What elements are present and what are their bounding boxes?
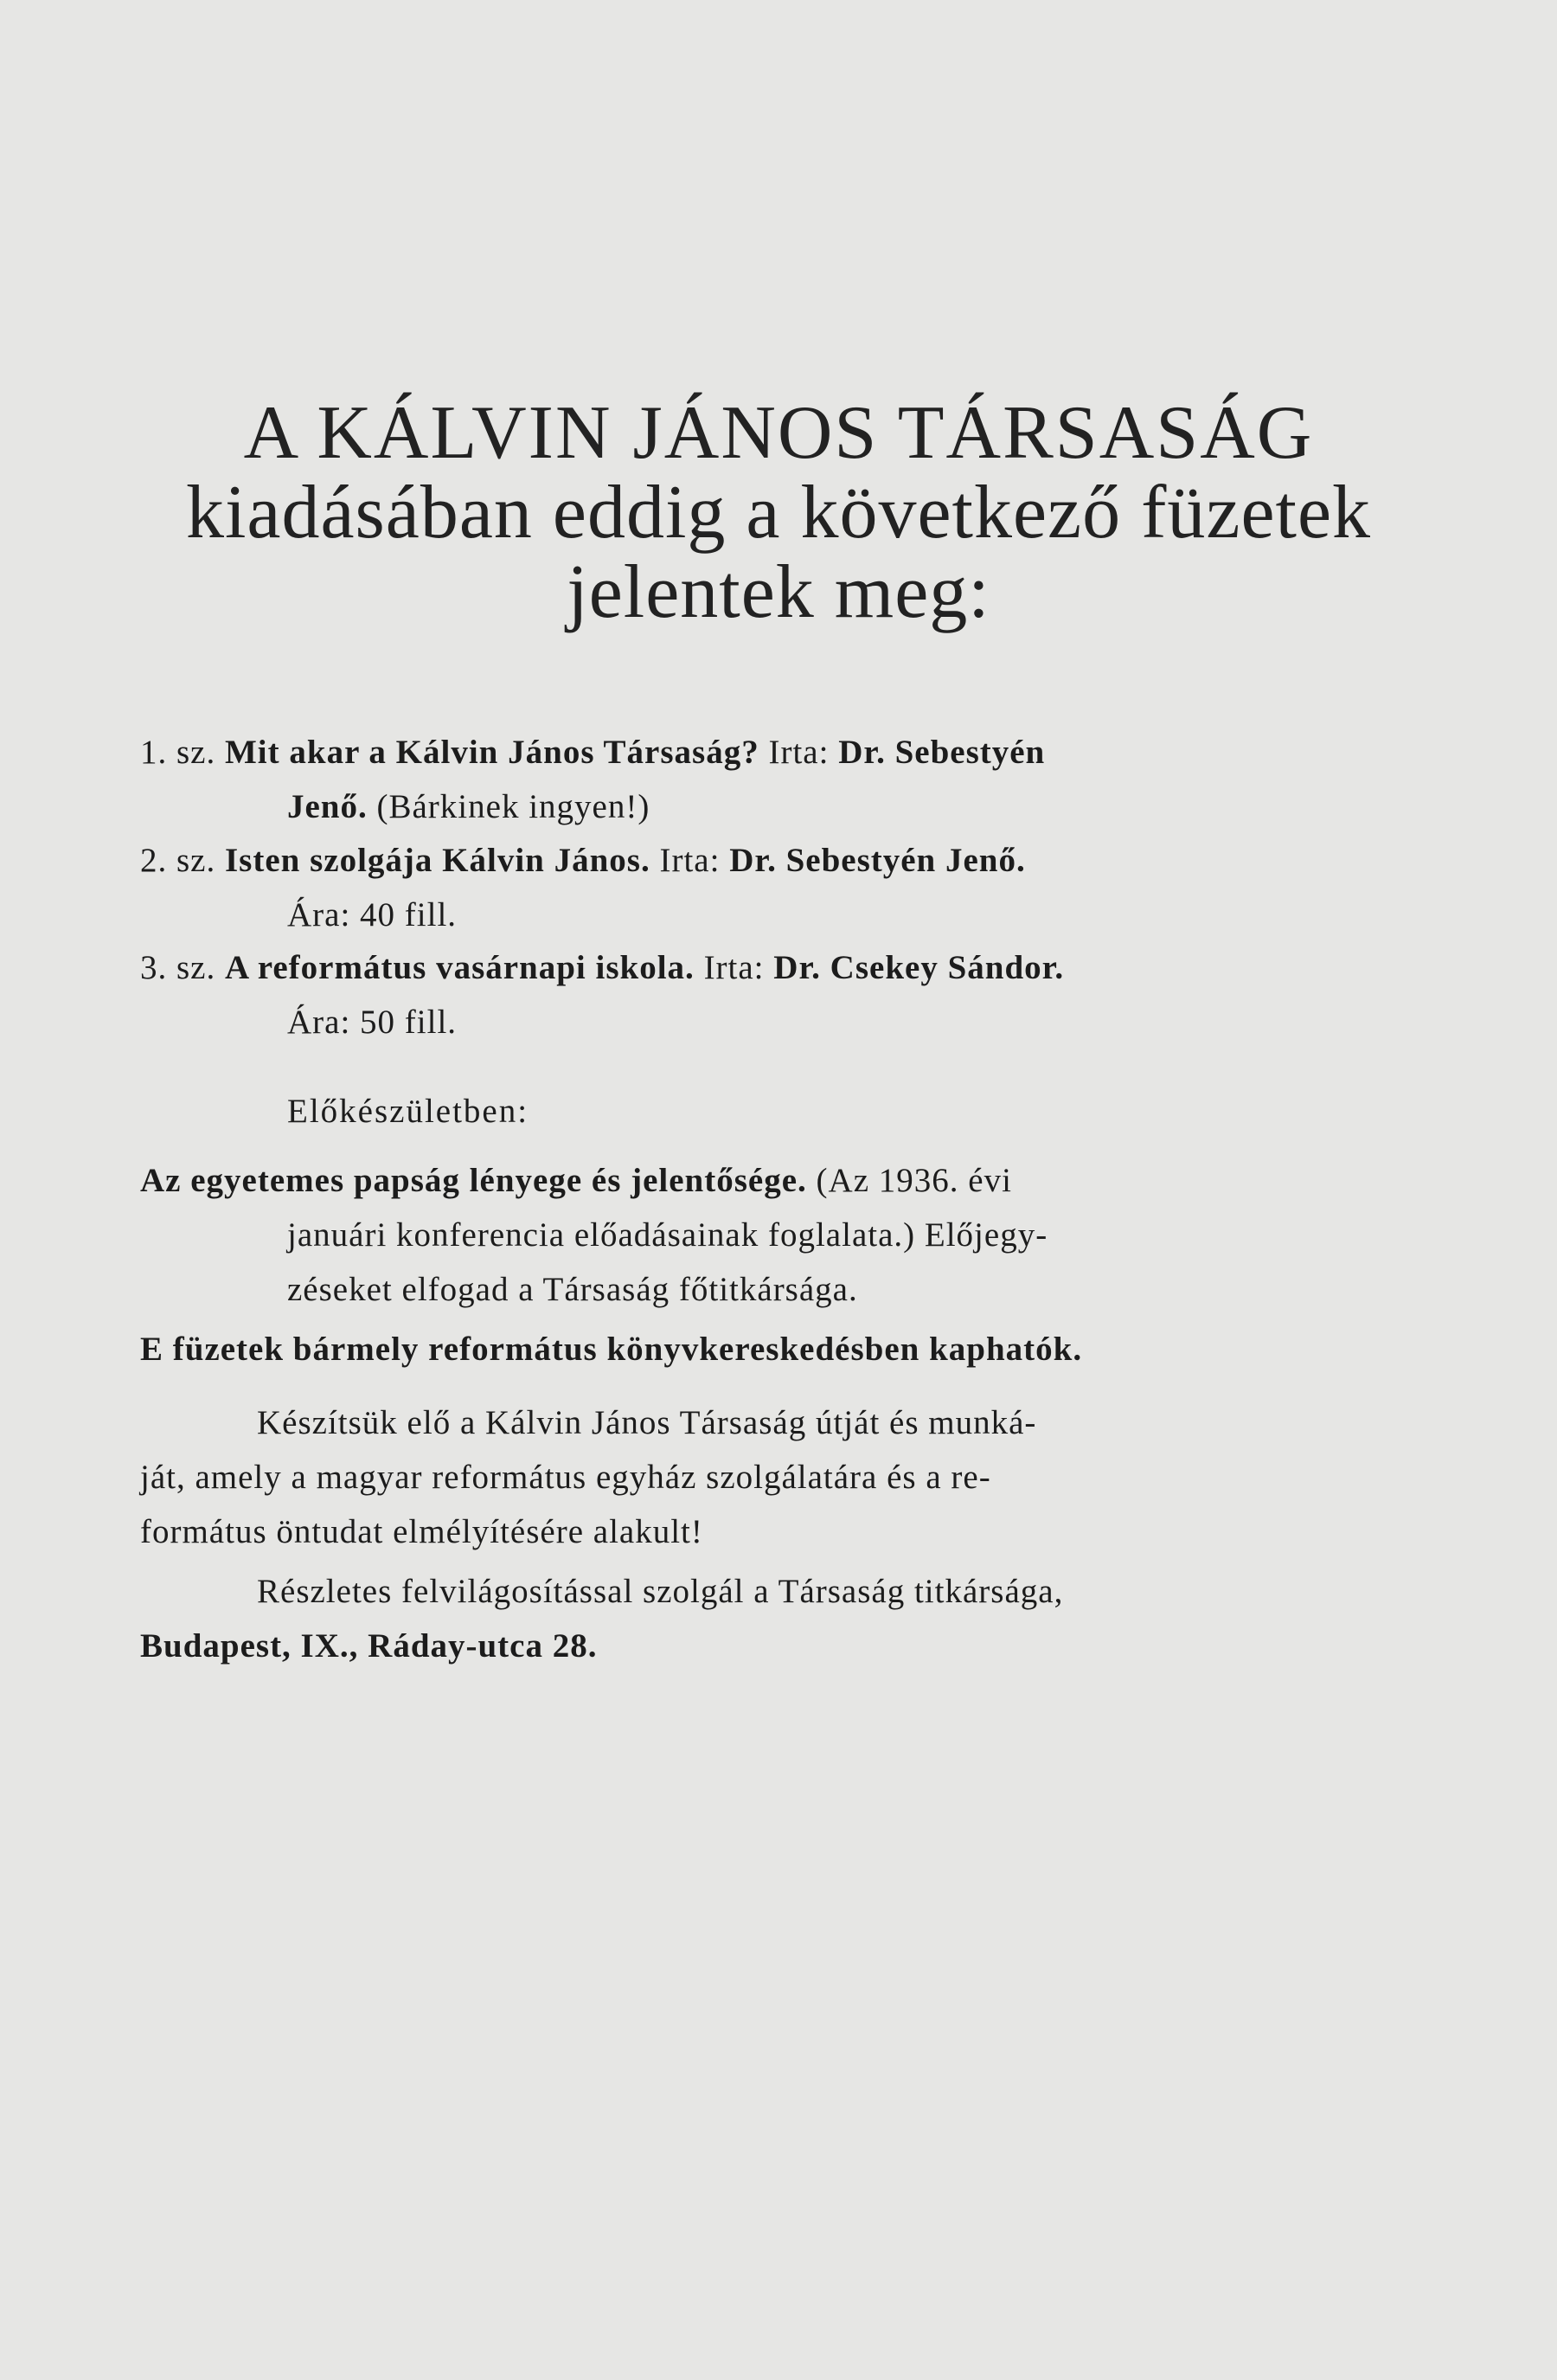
item-title: Mit akar a Kálvin János Társaság? xyxy=(225,734,759,771)
item-byline: Irta: xyxy=(703,949,765,986)
title-line-3: jelentek meg: xyxy=(567,550,990,634)
item-author-continued: Jenő. xyxy=(287,788,368,825)
list-item xyxy=(140,833,1332,942)
item-title: A református vasárnapi iskola. xyxy=(225,949,695,986)
preparation-section xyxy=(140,1084,1332,1139)
item-price: Ára: 40 fill. xyxy=(287,896,458,933)
item-title: Isten szolgája Kálvin János. xyxy=(225,842,650,879)
contact-paragraph xyxy=(140,1564,1332,1673)
item-byline: Irta: xyxy=(659,842,721,879)
preparation-desc-line-3: zéseket elfogad a Társaság főtitkársága. xyxy=(287,1271,858,1308)
appeal-line-2: ját, amely a magyar református egyház szolgálatára és a re- xyxy=(140,1459,991,1496)
title-line-2: kiadásában eddig a következő füzetek xyxy=(185,471,1372,555)
list-item xyxy=(140,725,1332,834)
item-number: 3. sz. xyxy=(140,949,216,986)
item-number: 1. sz. xyxy=(140,734,216,771)
item-author: Dr. Sebestyén Jenő. xyxy=(729,842,1026,879)
list-item xyxy=(140,940,1332,1049)
item-author: Dr. Sebestyén xyxy=(838,734,1046,771)
preparation-title: Az egyetemes papság lényege és jelentősége. xyxy=(140,1162,807,1199)
contact-address: Budapest, IX., Ráday-utca 28. xyxy=(140,1627,598,1665)
preparation-desc-line-1: (Az 1936. évi xyxy=(816,1162,1012,1199)
item-note: (Bárkinek ingyen!) xyxy=(376,788,650,825)
preparation-heading: Előkészületben: xyxy=(287,1093,529,1130)
item-author: Dr. Csekey Sándor. xyxy=(773,949,1065,986)
item-price: Ára: 50 fill. xyxy=(287,1004,458,1041)
appeal-paragraph xyxy=(140,1395,1332,1559)
title-line-1: A KÁLVIN JÁNOS TÁRSASÁG xyxy=(243,391,1314,475)
appeal-line-3: formátus öntudat elmélyítésére alakult! xyxy=(140,1513,703,1550)
item-byline: Irta: xyxy=(768,734,830,771)
preparation-desc-line-2: januári konferencia előadásainak foglalata.) Előjegy- xyxy=(287,1216,1048,1254)
page-title xyxy=(0,391,1557,634)
contact-line: Részletes felvilágosítással szolgál a Társaság titkársága, xyxy=(257,1573,1064,1610)
preparation-entry xyxy=(140,1153,1332,1317)
appeal-line-1: Készítsük elő a Kálvin János Társaság útját és munká- xyxy=(257,1404,1037,1441)
availability-note: E füzetek bármely református könyvkereskedésben kaphatók. xyxy=(140,1331,1083,1368)
item-number: 2. sz. xyxy=(140,842,216,879)
